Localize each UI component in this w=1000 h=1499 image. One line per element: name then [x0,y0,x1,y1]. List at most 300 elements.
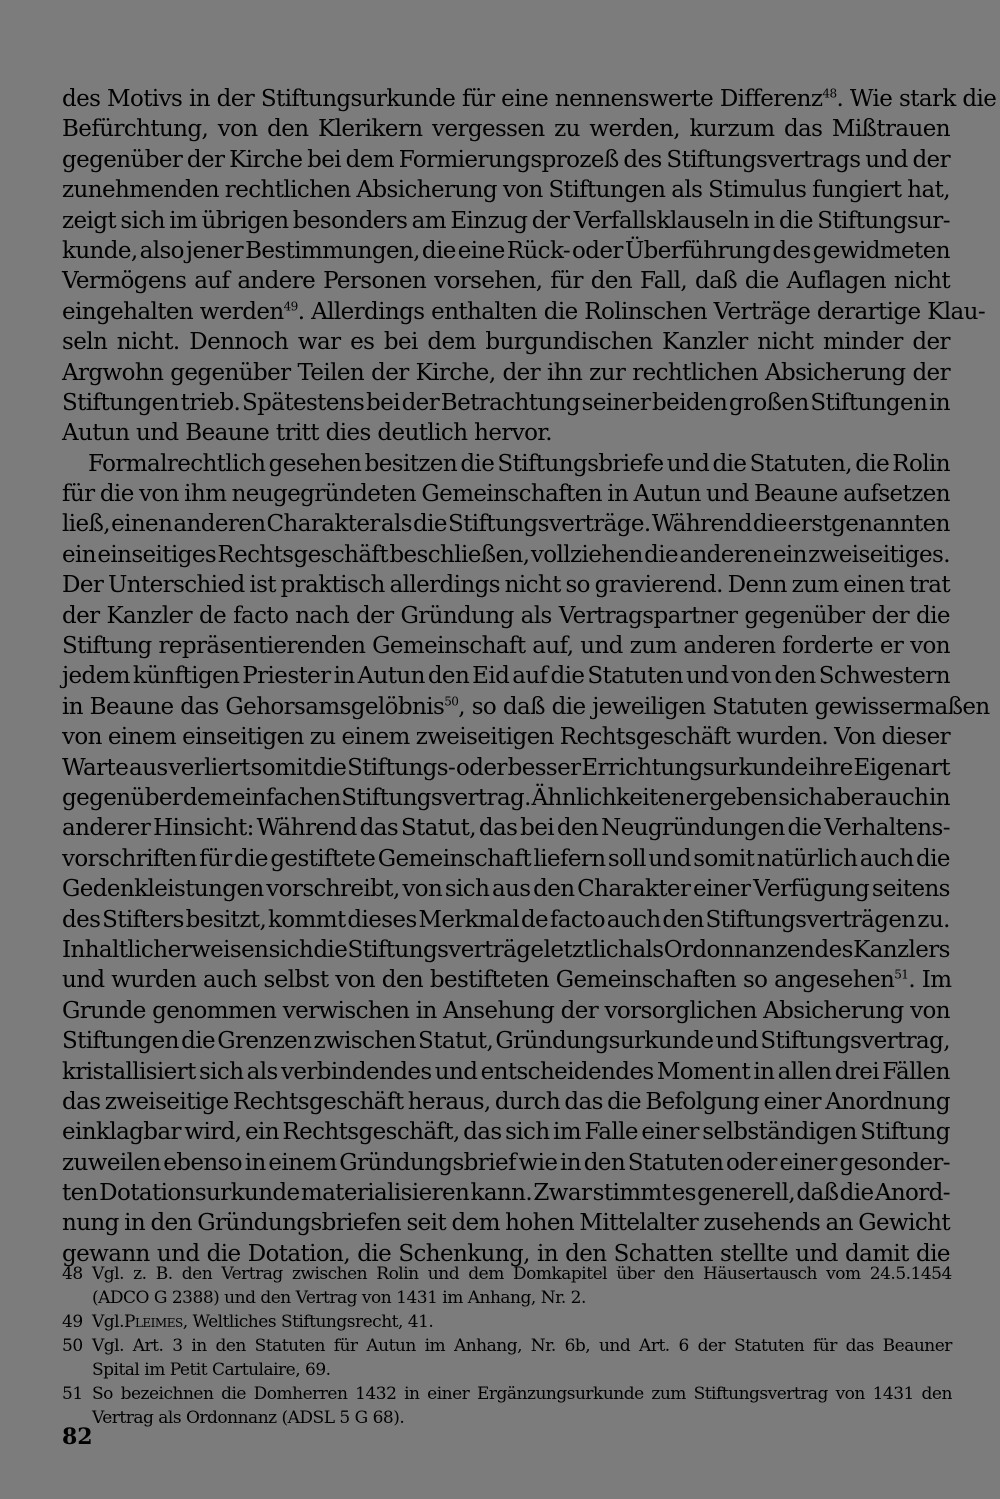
word: 3 [172,1336,183,1356]
word: Unterschied [107,572,245,599]
footnote-number: 50 [62,1336,83,1356]
word: auf, [532,633,574,660]
word: hohen [505,1210,575,1237]
footnote-prefix: Vgl. [92,1312,124,1332]
word: in [415,997,437,1024]
word: die [915,1240,950,1267]
word: großen [728,389,809,416]
word: für [333,1336,358,1356]
word: von [910,997,950,1024]
word: als [671,177,703,204]
word: Autun [366,1336,416,1356]
word: die [312,754,347,781]
text-line [62,540,950,570]
footnote-line [92,1334,952,1358]
word: sich [778,784,823,811]
word: Statuten [627,1149,724,1176]
word: einem [341,724,410,751]
word: forderte [782,633,874,660]
word: Rück- [506,237,571,264]
text-fragment: des Motivs in der Stiftungsurkunde für eine nennenswerte Differenz$^{48}$. Wie stark die [62,86,997,112]
word: anderer [62,815,151,842]
word: materialisieren [300,1180,470,1207]
word: der [355,602,394,629]
word: soll [607,845,646,872]
word: rechtlichen [224,177,351,204]
word: Warte [62,754,129,781]
word: es [350,329,375,356]
word: zum [791,572,839,599]
word: zuweilen [62,1149,161,1176]
word: gewann [62,1240,150,1267]
word: Stiftungsvertrag. [341,784,531,811]
footnote-rest: , Weltliches Stiftungsrecht, 41. [182,1312,434,1332]
word: sich [120,207,165,234]
word: seln [62,329,108,356]
word: wurden. [736,724,829,751]
word: einen [843,572,905,599]
word: Stiftung [860,1119,950,1146]
word: zum [629,633,677,660]
word: de [520,906,549,933]
word: besser [507,754,581,781]
footnote-ref[interactable]: 51 [894,967,909,982]
text-line [62,601,950,631]
word: im [424,1336,446,1356]
word: war [297,329,341,356]
word: dem [451,1210,500,1237]
word: Gemeinschaften [421,481,602,508]
word: das [564,1088,603,1115]
word: 1431 [872,1384,914,1404]
word: Statuten [733,1336,805,1356]
word: Der [62,572,104,599]
word: Eigenart [853,754,950,781]
word: repräsentierenden [158,633,366,660]
word: Ordonnanzen [663,936,815,963]
word: zum [651,1384,686,1404]
word: das [783,116,823,143]
word: also [139,237,184,264]
word: Mißtrauen [831,116,950,143]
word: den [150,1210,192,1237]
word: einfachen [231,784,341,811]
word: und [666,450,710,477]
footnote-text [92,1382,952,1430]
word: Stiftungsverträge [347,936,544,963]
word: verliert [168,754,250,781]
word: trat [909,572,950,599]
word: damit [844,1240,909,1267]
word: Priester [242,663,331,690]
text-line [62,783,950,813]
word: dem [468,1264,504,1284]
word: die [357,1240,392,1267]
word: einer [427,1384,470,1404]
word: vom [826,1264,861,1284]
word: Kanzlers [853,936,950,963]
word: Hinsicht: [153,815,254,842]
word: besitzt, [185,906,267,933]
word: facto [233,602,289,629]
word: Rechtsgeschäft [217,541,388,568]
word: erweisen [167,936,269,963]
word: gravierend. [594,572,723,599]
word: der [697,1336,726,1356]
word: dieses [347,906,417,933]
footnote-line [92,1262,952,1286]
word: allen [777,1058,832,1085]
word: Beaune [753,481,838,508]
word: Teilen [297,359,365,386]
word: besonders [292,207,408,234]
footnote-text [92,1334,952,1382]
word: in [191,1336,207,1356]
word: verbindendes [280,1058,432,1085]
page-number: 82 [62,1424,93,1450]
word: Spätestens [241,389,365,416]
word: Absicherung [763,997,904,1024]
word: Schwestern [818,663,950,690]
word: der [912,359,950,386]
word: Zwar [533,1180,592,1207]
text-line [62,114,950,144]
word: werden, [589,116,680,143]
word: Verfügung [753,876,870,903]
word: Befürchtung, [62,116,209,143]
text-line [62,206,950,236]
text-line [62,358,950,388]
word: Domherren [253,1384,348,1404]
word: Fällen [882,1058,950,1085]
footnote-ref[interactable]: 49 [283,299,298,314]
word: Während [256,815,357,842]
word: Stiftungsvertrags [666,146,861,173]
word: in [753,1058,775,1085]
word: für [62,481,95,508]
word: der [371,359,409,386]
word: die [787,815,822,842]
word: Denn [727,572,787,599]
word: burgundischen [485,329,653,356]
word: der [560,997,599,1024]
word: andere [237,268,316,295]
word: die [206,1240,241,1267]
text-line [62,1148,950,1178]
word: ein [772,541,807,568]
text-line [62,509,950,539]
word: ergeben [685,784,778,811]
word: den [583,1149,626,1176]
word: den [556,815,599,842]
word: und [427,1264,460,1284]
word: in [607,481,629,508]
word: Häusertausch [703,1264,817,1284]
footnote-line: Vertrag als Ordonnanz (ADSL 5 G 68). [92,1408,405,1428]
word: sich [444,876,490,903]
word: bezeichnen [120,1384,214,1404]
word: Vertragspartner [558,602,738,629]
word: auch [859,845,914,872]
word: einer [641,1119,699,1146]
word: die [855,450,890,477]
word: vorschreibt, [266,876,400,903]
word: einseitiges [97,541,217,568]
word: Personen [323,268,427,295]
word: sich [505,1119,550,1146]
word: den [215,1336,246,1356]
word: in [404,1384,420,1404]
text-line [62,1117,950,1147]
word: gesehen [268,450,362,477]
word: zur [589,359,626,386]
word: in [124,1210,146,1237]
word: den [533,876,575,903]
text-fragment: eingehalten werden$^{49}$. Allerdings enthalten die Rolinschen Verträge derartige Klau- [62,298,986,325]
word: Stiftungsvertrag [693,1384,828,1404]
word: Betrachtung [440,389,580,416]
word: einklagbar [62,1119,181,1146]
word: 6 [678,1336,689,1356]
word: durch [494,1088,561,1115]
word: wie [518,1149,558,1176]
word: Kanzler [106,602,193,629]
footnote-49 [62,1310,952,1334]
word: und [706,481,749,508]
word: gegenüber [744,602,865,629]
word: wird, [184,1119,242,1146]
word: Verhaltens- [824,815,950,842]
footnote-ref[interactable]: 50 [444,694,459,709]
word: sich [268,936,314,963]
word: ihre [808,754,853,781]
text-fragment: und wurden auch selbst von den bestifteten Gemeinschaften so angesehen$^{51}$. Im [62,967,952,994]
word: einem [107,724,177,751]
word: zweiseitigen [415,724,554,751]
word: Kirche [229,146,303,173]
word: Stiftungs- [347,754,456,781]
word: hat, [907,177,950,204]
word: Gründungsbriefen [197,1210,402,1237]
word: daß [796,1180,839,1207]
word: Statut, [400,815,476,842]
word: Stiftungsbriefe [497,450,664,477]
text-line [62,996,950,1026]
word: das [62,1088,101,1115]
word: zeigt [62,207,117,234]
word: Einzug [450,207,528,234]
word: die [99,481,134,508]
text-line [62,1087,950,1117]
word: Überführung [624,237,771,264]
word: aus [491,876,531,903]
word: einer [763,1088,821,1115]
word: einen [111,511,173,538]
word: künftigen [132,663,240,690]
word: Dotationsurkunde [99,1180,300,1207]
word: Nr. [530,1336,556,1356]
word: des [814,936,853,963]
word: Mittelalter [579,1210,699,1237]
text-line [62,175,950,205]
word: den [565,1240,607,1267]
word: die [644,541,678,568]
word: gegenüber [62,146,183,173]
word: in [753,207,775,234]
word: vollziehen [530,541,643,568]
word: seiner [581,389,651,416]
word: und [795,1240,838,1267]
word: Ansehung [443,997,555,1024]
word: des [772,237,811,264]
footnote-text [92,1310,952,1334]
word: eine [457,237,505,264]
text-line [62,1178,950,1208]
word: Gedenkleistungen [62,876,264,903]
word: fungiert [812,177,902,204]
word: ein [244,1119,279,1146]
word: einseitigen [182,724,304,751]
word: besitzen [364,450,458,477]
text-line [62,266,950,296]
word: Anordnung [825,1088,950,1115]
word: für [199,845,232,872]
word: das [478,815,518,842]
word: der [912,146,950,173]
word: die [313,936,348,963]
word: Rechtsgeschäft [232,1088,404,1115]
word: Verfallsklauseln [573,207,750,234]
word: Statuten [587,663,683,690]
word: Gemeinschaft [372,633,526,660]
text-line [62,935,950,965]
word: anderen [683,633,776,660]
word: von [217,116,258,143]
word: für [812,1336,837,1356]
text-line [62,570,950,600]
word: am [411,207,446,234]
word: seitens [871,876,950,903]
word: Gründungsurkunde [495,1028,714,1055]
word: facto [549,906,606,933]
footnote-line: Spital im Petit Cartulaire, 69. [92,1360,331,1380]
word: erstgenannten [787,511,950,538]
text-line [62,692,990,722]
word: bei [383,329,418,356]
word: dem [345,146,395,173]
word: B. [155,1264,173,1284]
word: bei [307,146,341,173]
text-line [62,874,950,904]
word: Stiftung [62,633,152,660]
word: Beauner [882,1336,952,1356]
word: Charakter [266,511,380,538]
word: minder [823,329,903,356]
word: sich [198,1058,244,1085]
footnotes [62,1262,952,1430]
word: liefern [533,845,606,872]
word: die [181,1028,215,1055]
word: zu [309,724,336,751]
word: auch [606,906,661,933]
word: drei [834,1058,879,1085]
word: die [421,237,456,264]
word: von [62,724,102,751]
word: bei [365,389,400,416]
word: z. [133,1264,147,1284]
word: als [380,511,412,538]
word: Schenkung, [398,1240,530,1267]
word: vorschriften [62,845,197,872]
word: auf [194,268,230,295]
word: aufsetzen [843,481,950,508]
word: in [333,663,355,690]
text-line [62,722,950,752]
word: den [663,1264,694,1284]
text-line [62,1026,950,1056]
word: Eid [472,663,510,690]
word: Während [651,511,752,538]
word: die [607,1088,642,1115]
word: und [865,146,908,173]
word: von [835,1384,865,1404]
word: generell, [697,1180,796,1207]
word: der [401,389,440,416]
footnote-line [92,1310,952,1334]
word: Domkapitel [513,1264,608,1284]
word: in [536,1240,558,1267]
word: zu. [917,906,950,933]
word: die [234,845,268,872]
word: Stiftungen [62,1028,179,1055]
word: die [712,450,747,477]
word: nicht [893,268,950,295]
word: einer [779,1149,837,1176]
word: Kanzler [662,329,748,356]
word: Rolin [892,450,950,477]
word: Gewicht [858,1210,950,1237]
text-line [62,1208,950,1238]
word: aus [129,754,168,781]
word: die [744,268,779,295]
word: Stifters [102,906,184,933]
footnote-ref[interactable]: 48 [822,86,837,101]
word: dem [182,784,232,811]
word: Stiftungen [810,389,928,416]
text-line [62,297,986,327]
word: Stiftungen [548,177,666,204]
word: Stiftungsverträgen [705,906,916,933]
text-line [62,844,950,874]
footnote-number: 49 [62,1312,83,1332]
word: ist [249,572,276,599]
word: der [871,602,910,629]
word: in [928,389,950,416]
word: kann. [470,1180,533,1207]
word: Ergänzungsurkunde [476,1384,644,1404]
word: des [62,906,101,933]
word: von [402,876,443,903]
word: nung [62,1210,119,1237]
word: auf [512,663,548,690]
footnote-line [92,1382,952,1406]
word: des [623,146,662,173]
word: Fall, [640,268,688,295]
word: Art. [132,1336,164,1356]
text-line: Autun und Beaune tritt dies deutlich hervor. [62,420,552,447]
text-line [62,631,950,661]
text-line [62,965,950,995]
